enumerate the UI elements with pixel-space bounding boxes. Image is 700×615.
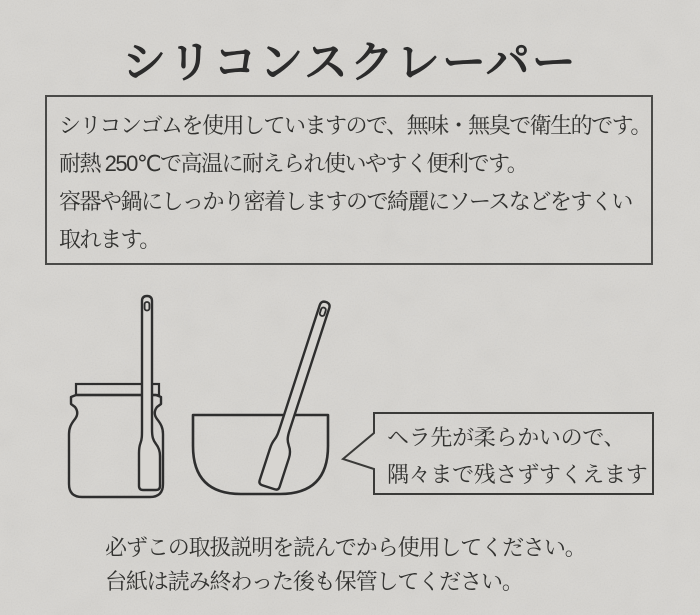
footer-line: 必ずこの取扱説明を読んでから使用してください。 <box>105 535 586 560</box>
description-line: 耐熱 250℃で高温に耐えられ使いやすく便利です。 <box>59 151 528 176</box>
scraper-in-jar-illustration <box>69 296 163 497</box>
description-line: 取れます。 <box>59 227 160 252</box>
speech-bubble-text <box>387 419 649 493</box>
footer-note <box>105 531 586 599</box>
callout-line: ヘラ先が柔らかいので、 <box>387 425 626 450</box>
scraper-icon <box>139 296 160 490</box>
callout-line: 隅々まで残さずすくえます <box>387 462 648 487</box>
footer-line: 台紙は読み終わった後も保管してください。 <box>105 569 523 594</box>
description-line: シリコンゴムを使用していますので、無味・無臭で衛生的です。 <box>59 113 651 138</box>
product-title: シリコンスクレーパー <box>122 38 578 87</box>
description-line: 容器や鍋にしっかり密着しますので綺麗にソースなどをすくい <box>59 189 632 214</box>
scraper-in-bowl-illustration <box>193 300 338 494</box>
